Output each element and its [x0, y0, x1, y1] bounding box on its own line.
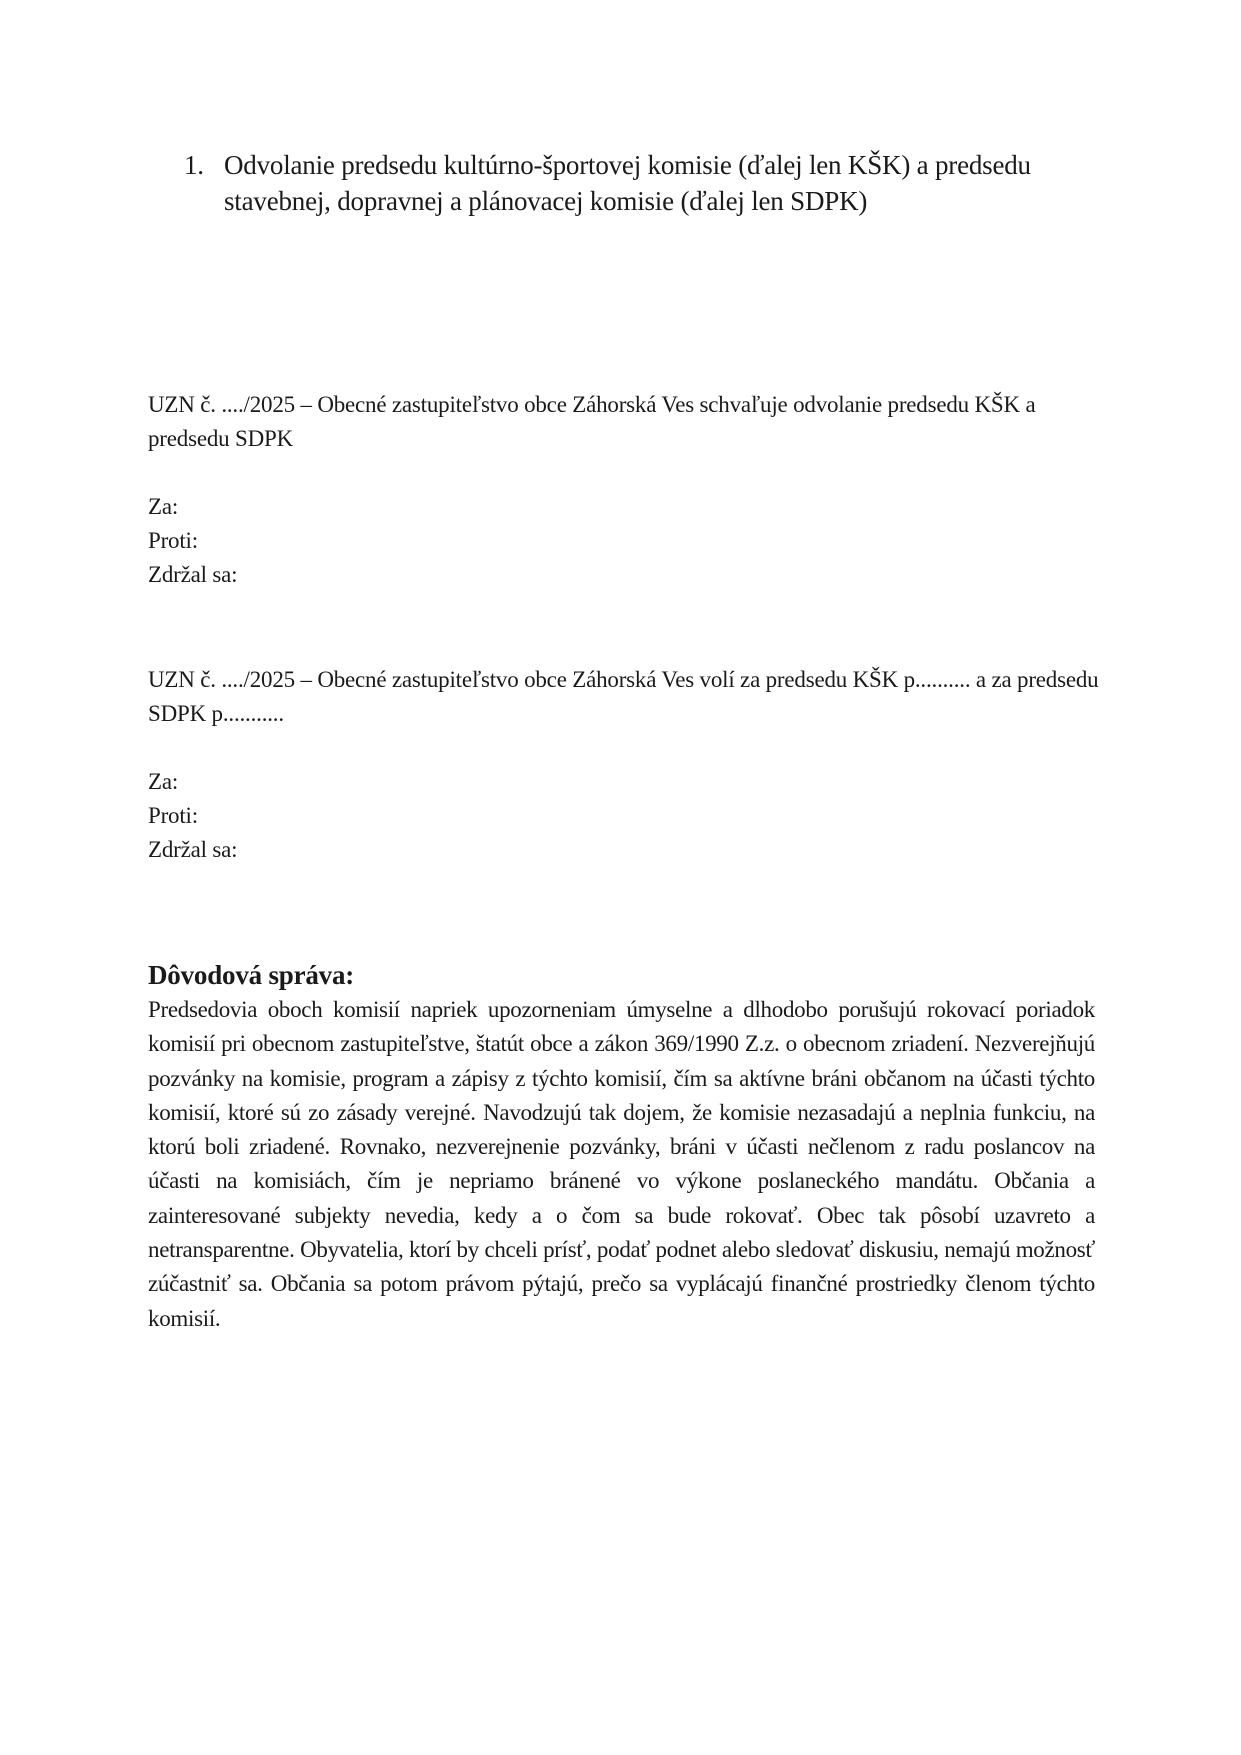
vote-section — [148, 490, 1108, 592]
vote-abstained-label: Zdržal sa: — [148, 562, 238, 587]
vote-for-label: Za: — [148, 769, 179, 794]
justification-title: Dôvodová správa: — [148, 960, 355, 990]
justification-body: Predsedovia oboch komisií napriek upozorneniam úmyselne a dlhodobo porušujú rokovací poriadok komisií pri obecnom zastupiteľstve, štatút obce a zákon 369/1990 Z.z. o obecnom zriadení. Nezverejňujú pozvánky na komisie, program a zápisy z týchto komisií, čím sa aktívne bráni občanom na účasti týchto komisií, ktoré sú zo zásady verejné. Navodzujú tak dojem, že komisie nezasadajú a neplnia funkciu, na ktorú boli zriadené. Rovnako, nezverejnenie pozvánky, bráni v účasti nečlenom z radu poslancov na účasti na komisiách, čím je nepriamo bránené vo výkone poslaneckého mandátu. Občania a zainteresované subjekty nevedia, kedy a o čom sa bude rokovať. Obec tak pôsobí uzavreto a netransparentne. Obyvatelia, ktorí by chceli prísť, podať podnet alebo sledovať diskusiu, nemajú možnosť zúčastniť sa. Občania sa potom právom pýtajú, prečo sa vyplácajú finančné prostriedky členom týchto komisií. — [148, 997, 1095, 1331]
vote-against-label: Proti: — [148, 803, 198, 828]
resolution-text: UZN č. ..../2025 – Obecné zastupiteľstvo obce Záhorská Ves volí za predsedu KŠK p.......... a za predsedu SDPK p........... — [148, 667, 1099, 726]
vote-section — [148, 765, 1108, 867]
justification-section — [148, 957, 1095, 1336]
agenda-item-heading — [184, 147, 1044, 219]
agenda-item-title: Odvolanie predsedu kultúrno-športovej komisie (ďalej len KŠK) a predsedu stavebnej, dopravnej a plánovacej komisie (ďalej len SDPK) — [224, 150, 1031, 216]
resolution-block — [148, 388, 1108, 592]
vote-against-label: Proti: — [148, 528, 198, 553]
vote-abstained-label: Zdržal sa: — [148, 837, 238, 862]
agenda-item-number: 1. — [184, 150, 204, 180]
vote-for-label: Za: — [148, 494, 179, 519]
resolution-text: UZN č. ..../2025 – Obecné zastupiteľstvo obce Záhorská Ves schvaľuje odvolanie predsedu KŠK a predsedu SDPK — [148, 392, 1036, 451]
resolution-block — [148, 663, 1108, 867]
